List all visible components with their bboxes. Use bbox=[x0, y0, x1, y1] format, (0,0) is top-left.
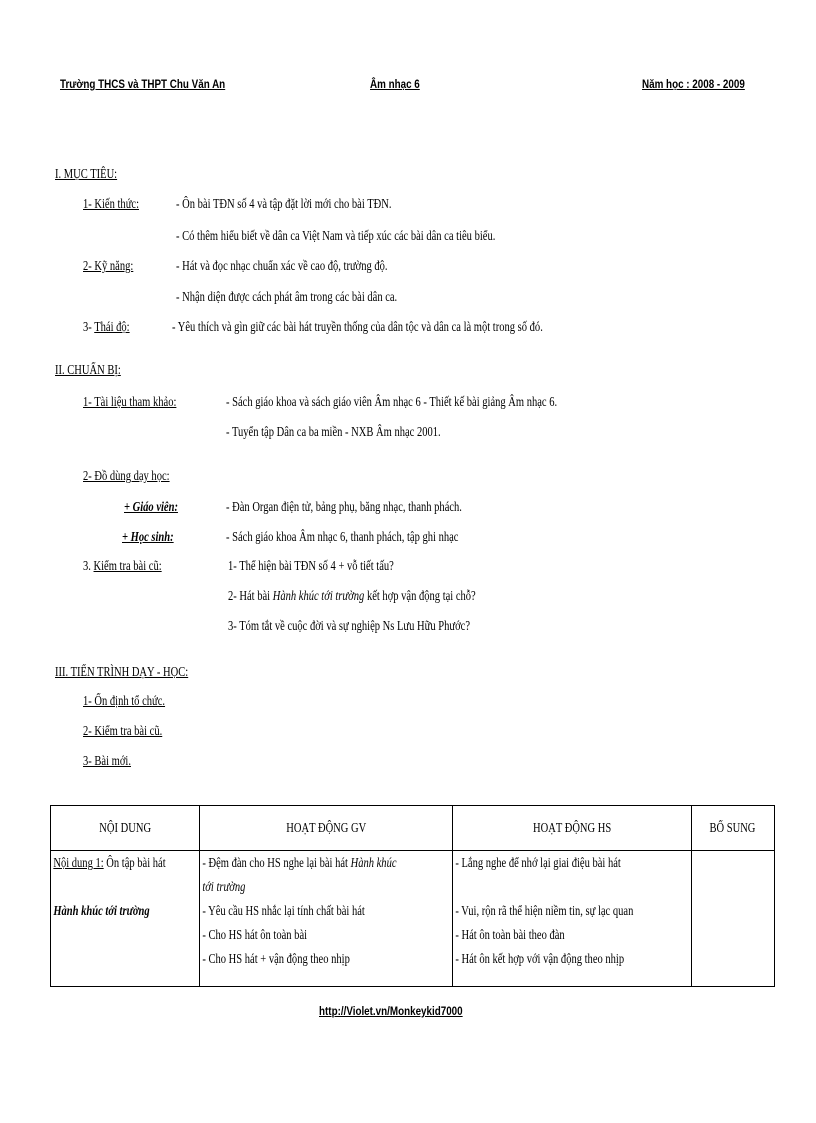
kiem-tra-line-3: 3- Tóm tắt về cuộc đời và sự nghiệp Ns Lưu Hữu Phước? bbox=[228, 618, 470, 633]
thai-do-line-1: - Yêu thích và gìn giữ các bài hát truyền thống của dân tộc và dân ca là một trong số đó. bbox=[172, 319, 543, 334]
hs-line-1: - Lắng nghe để nhớ lại giai điệu bài hát bbox=[455, 855, 621, 870]
ky-nang-line-1: - Hát và đọc nhạc chuẩn xác về cao độ, trường độ. bbox=[176, 258, 388, 273]
footer-url[interactable]: http://Violet.vn/Monkeykid7000 bbox=[319, 1004, 463, 1018]
gv-line-1: - Đệm đàn cho HS nghe lại bài hát Hành khúc bbox=[202, 855, 397, 870]
thai-do-number: 3- bbox=[83, 319, 92, 334]
kiem-tra-label bbox=[83, 558, 162, 574]
hoc-sinh-text: - Sách giáo khoa Âm nhạc 6, thanh phách, tập ghi nhạc bbox=[226, 529, 459, 544]
header-year: Năm học : 2008 - 2009 bbox=[642, 77, 745, 91]
cell-hoat-dong-hs bbox=[452, 851, 691, 987]
cell-noi-dung bbox=[51, 851, 200, 987]
cell-bo-sung bbox=[691, 851, 774, 987]
step-2: 2- Kiểm tra bài cũ. bbox=[83, 723, 163, 738]
kiem-tra-2-pre: 2- Hát bài bbox=[228, 588, 271, 603]
thai-do-text: Thái độ: bbox=[94, 319, 130, 334]
tai-lieu-line-1: - Sách giáo khoa và sách giáo viên Âm nhạc 6 - Thiết kế bài giảng Âm nhạc 6. bbox=[226, 394, 558, 409]
cell-hoat-dong-gv bbox=[200, 851, 453, 987]
kien-thuc-line-2: - Có thêm hiểu biết về dân ca Việt Nam và tiếp xúc các bài dân ca tiêu biểu. bbox=[176, 228, 496, 243]
gv-line-1b: tới trường bbox=[202, 879, 246, 894]
gv-line-3: - Cho HS hát ôn toàn bài bbox=[202, 927, 308, 942]
tai-lieu-label: 1- Tài liệu tham khảo: bbox=[83, 394, 177, 409]
header-bo-sung: BỔ SUNG bbox=[691, 806, 774, 851]
kiem-tra-2-post: kết hợp vận động tại chỗ? bbox=[366, 588, 476, 603]
header-hoat-dong-hs: HOẠT ĐỘNG HS bbox=[452, 806, 691, 851]
step-3: 3- Bài mới. bbox=[83, 753, 131, 768]
ky-nang-line-2: - Nhận diện được cách phát âm trong các bài dân ca. bbox=[176, 289, 398, 304]
giao-vien-text: - Đàn Organ điện tử, bảng phụ, băng nhạc, thanh phách. bbox=[226, 499, 462, 514]
content-song: Hành khúc tới trường bbox=[53, 903, 150, 918]
gv-line-2: - Yêu cầu HS nhắc lại tính chất bài hát bbox=[202, 903, 365, 918]
kien-thuc-line-1: - Ôn bài TĐN số 4 và tập đặt lời mới cho bài TĐN. bbox=[176, 196, 392, 211]
kien-thuc-label: 1- Kiến thức: bbox=[83, 196, 140, 211]
content-rest: Ôn tập bài hát bbox=[106, 855, 166, 870]
hs-line-4: - Hát ôn kết hợp với vận động theo nhịp bbox=[455, 951, 625, 966]
do-dung-label: 2- Đồ dùng dạy học: bbox=[83, 468, 170, 483]
hoc-sinh-label: + Học sinh: bbox=[122, 529, 174, 544]
kiem-tra-line-1: 1- Thể hiện bài TĐN số 4 + vỗ tiết tấu? bbox=[228, 558, 394, 573]
tai-lieu-line-2: - Tuyển tập Dân ca ba miền - NXB Âm nhạc 2001. bbox=[226, 424, 441, 439]
step-1: 1- Ổn định tổ chức. bbox=[83, 693, 166, 708]
header-school: Trường THCS và THPT Chu Văn An bbox=[60, 77, 226, 91]
lesson-table bbox=[50, 805, 775, 987]
header-noi-dung: NỘI DUNG bbox=[51, 806, 200, 851]
giao-vien-label: + Giáo viên: bbox=[124, 499, 178, 514]
gv-line-4: - Cho HS hát + vận động theo nhịp bbox=[202, 951, 350, 966]
thai-do-label bbox=[83, 319, 130, 335]
content-label: Nội dung 1: bbox=[53, 855, 104, 870]
kiem-tra-line-2 bbox=[228, 588, 476, 604]
section1-title: I. MỤC TIÊU: bbox=[55, 166, 118, 181]
hs-line-3: - Hát ôn toàn bài theo đàn bbox=[455, 927, 565, 942]
hs-line-2: - Vui, rộn rã thể hiện niềm tin, sự lạc quan bbox=[455, 903, 634, 918]
table-header-row bbox=[51, 806, 775, 851]
kiem-tra-2-song: Hành khúc tới trường bbox=[272, 588, 365, 603]
ky-nang-label: 2- Kỹ năng: bbox=[83, 258, 134, 273]
kiem-tra-text: Kiểm tra bài cũ: bbox=[93, 558, 162, 573]
header-hoat-dong-gv: HOẠT ĐỘNG GV bbox=[200, 806, 453, 851]
section2-title: II. CHUẨN BỊ: bbox=[55, 362, 121, 377]
content-line-1 bbox=[51, 851, 166, 875]
section3-title: III. TIẾN TRÌNH DẠY - HỌC: bbox=[55, 664, 189, 679]
table-row bbox=[51, 851, 775, 987]
header-subject: Âm nhạc 6 bbox=[370, 77, 420, 91]
kiem-tra-number: 3. bbox=[83, 558, 91, 573]
